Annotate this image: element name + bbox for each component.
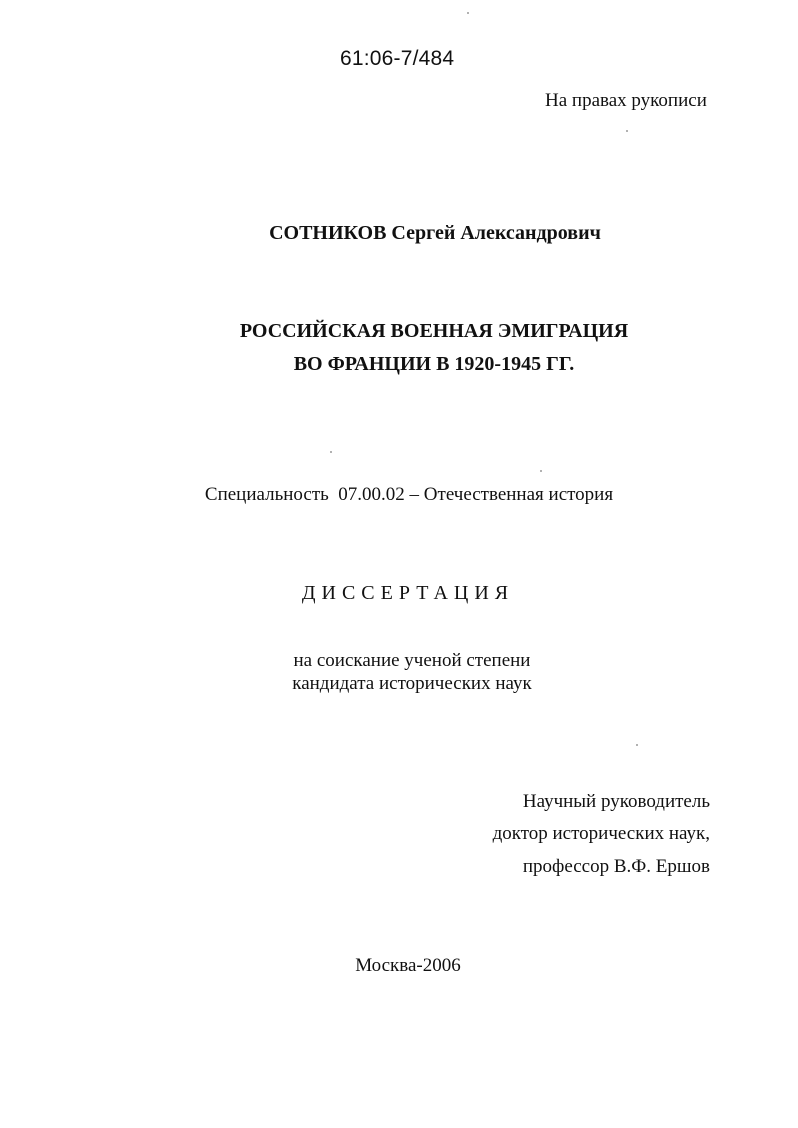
supervisor-line-3: профессор В.Ф. Ершов (522, 856, 710, 877)
scan-speck (330, 451, 332, 453)
title-line-1: РОССИЙСКАЯ ВОЕННАЯ ЭМИГРАЦИЯ (239, 320, 629, 342)
supervisor-line-1: Научный руководитель (522, 791, 710, 812)
author-name: СОТНИКОВ Сергей Александрович (269, 222, 601, 244)
title-line-2: ВО ФРАНЦИИ В 1920-1945 ГГ. (293, 353, 575, 375)
scan-speck (636, 744, 638, 746)
degree-line-2: кандидата исторических наук (292, 673, 532, 694)
catalog-number: 61:06-7/484 (340, 47, 455, 70)
scan-speck (626, 130, 628, 132)
supervisor-line-2: доктор исторических наук, (492, 823, 710, 844)
rights-note: На правах рукописи (545, 90, 707, 111)
document-type: ДИССЕРТАЦИЯ (301, 582, 515, 604)
scan-speck (467, 12, 469, 14)
scan-speck (540, 470, 542, 472)
degree-line-1: на соискание ученой степени (293, 650, 531, 671)
specialty-line: Специальность 07.00.02 – Отечественная история (204, 484, 614, 505)
city-year: Москва-2006 (355, 955, 461, 976)
